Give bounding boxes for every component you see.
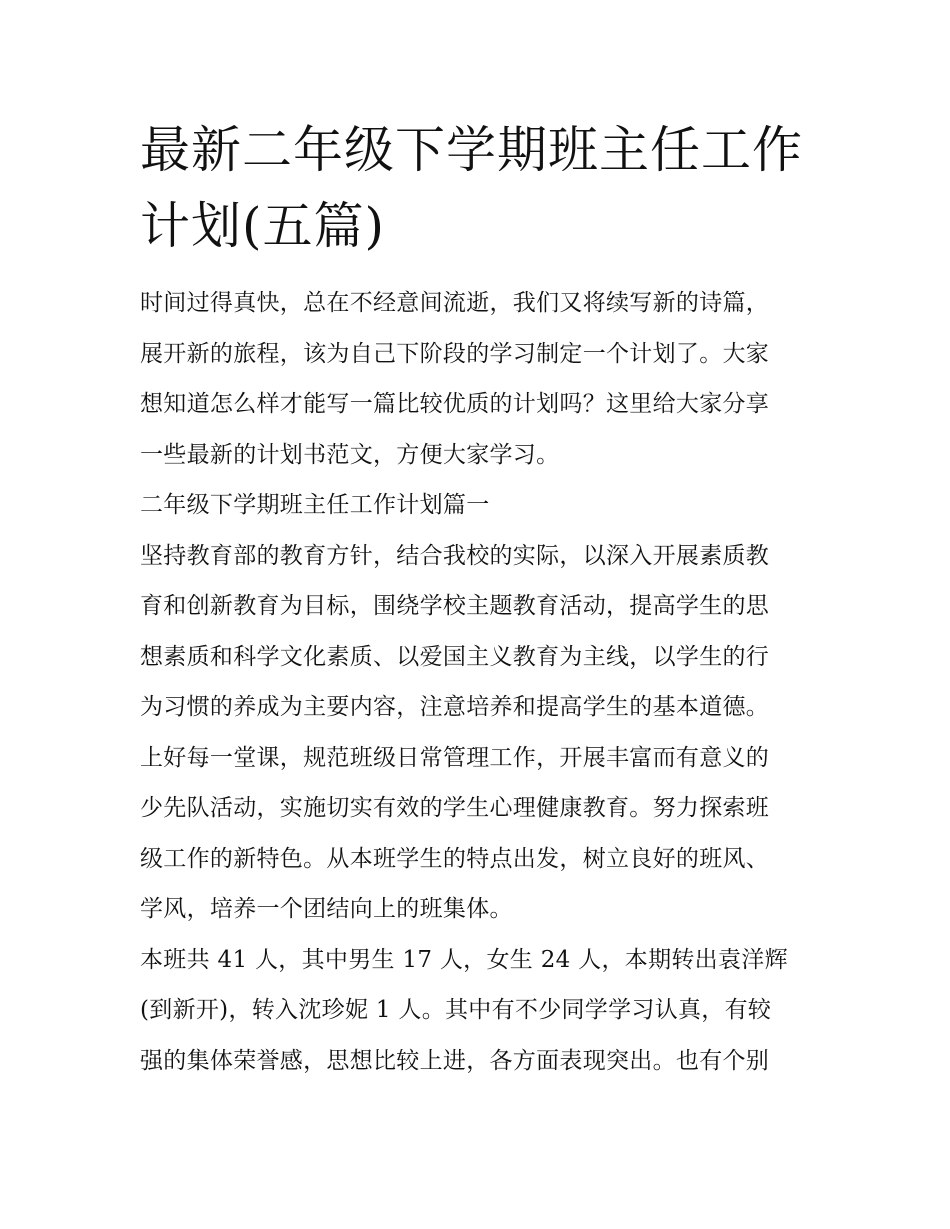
class-situation-paragraph: 本班共 41 人，其中男生 17 人，女生 24 人，本期转出袁洋辉 (到新开)，转入沈珍妮 1 人。其中有不少同学学习认真，有较 强的集体荣誉感，思想比较上进，各方面表现突出。也有个别 xyxy=(140,946,788,1074)
section-heading: 二年级下学期班主任工作计划篇一 xyxy=(140,492,490,518)
intro-paragraph: 时间过得真快，总在不经意间流逝，我们又将续写新的诗篇， 展开新的旅程，该为自己下阶段的学习制定一个计划了。大家 想知道怎么样才能写一篇比较优质的计划吗？这里给大家分享 一些最新的计划书范文，方便大家学习。 xyxy=(140,290,770,468)
document-title: 最新二年级下学期班主任工作 计划(五篇) xyxy=(140,121,803,255)
guiding-principle-paragraph: 坚持教育部的教育方针，结合我校的实际，以深入开展素质教 育和创新教育为目标，围绕学校主题教育活动，提高学生的思 想素质和科学文化素质、以爱国主义教育为主线，以学生的行 为习惯的养成为主要内容，注意培养和提高学生的基本道德。 上好每一堂课，规范班级日常管理工作，开展丰富而有意义的 少先队活动，实施切实有效的学生心理健康教育。努力探索班 级工作的新特色。从本班学生的特点出发，树立良好的班风、 学风，培养一个团结向上的班集体。 xyxy=(140,542,770,922)
document-body xyxy=(140,278,815,1086)
document-page xyxy=(140,112,815,1086)
